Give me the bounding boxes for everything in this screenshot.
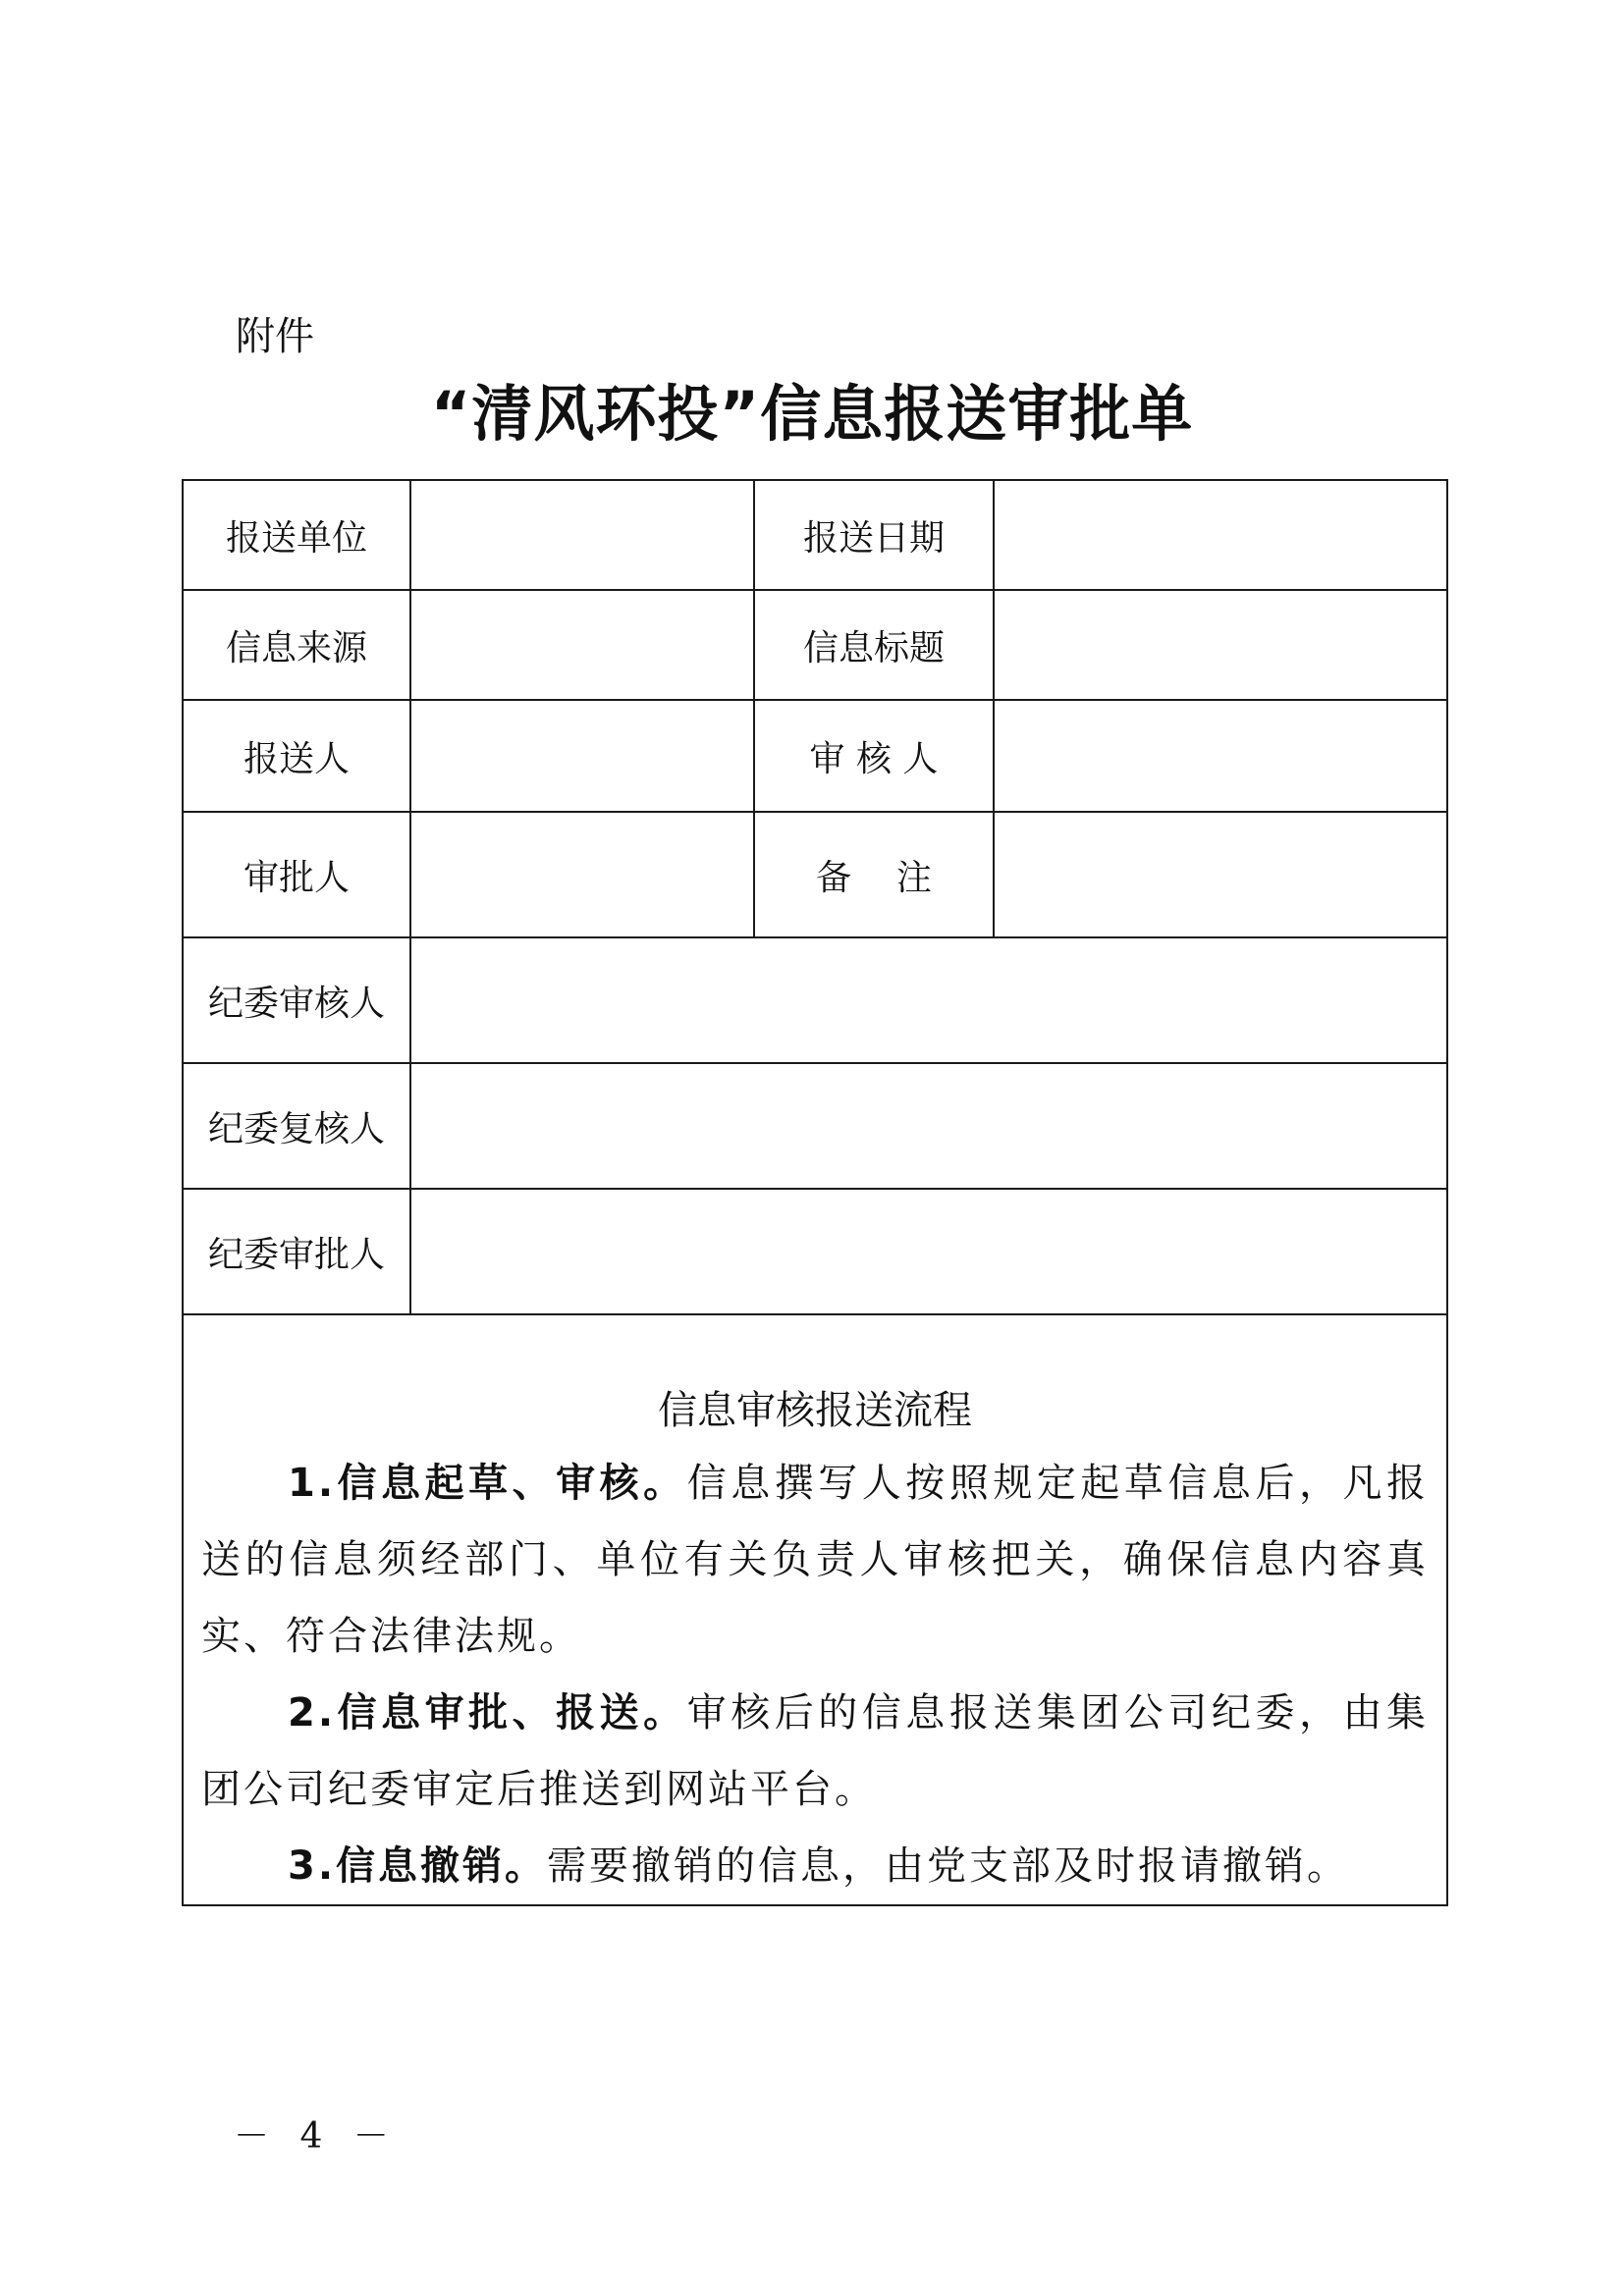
table-row — [183, 480, 1447, 590]
process-row — [183, 1314, 1447, 1905]
step-body: 审核后的信息报送集团公司纪委，由集团公司纪委审定后推送到网站平台。 — [201, 1690, 1430, 1812]
page-number: － 4 － — [234, 2116, 399, 2157]
remarks-field[interactable] — [994, 812, 1447, 937]
table-row — [183, 700, 1447, 812]
reporting-unit-field[interactable] — [410, 480, 754, 590]
reporter-field[interactable] — [410, 700, 754, 812]
info-source-field[interactable] — [410, 590, 754, 700]
table-row — [183, 1189, 1447, 1314]
process-title: 信息审核报送流程 — [658, 1388, 972, 1433]
process-cell — [183, 1314, 1447, 1905]
field-label-reporting-unit: 报送单位 — [183, 480, 410, 590]
process-step — [201, 1675, 1429, 1828]
reporting-date-field[interactable] — [994, 480, 1447, 590]
discipline-rechecker-field[interactable] — [410, 1063, 1447, 1189]
table-row — [183, 1063, 1447, 1189]
step-heading: 3.信息撤销。 — [288, 1843, 548, 1889]
field-label-remarks: 备 注 — [754, 812, 994, 937]
field-label-info-title: 信息标题 — [754, 590, 994, 700]
page-title: “清风环投”信息报送审批单 — [430, 378, 1194, 450]
table-row — [183, 937, 1447, 1063]
process-step — [201, 1445, 1429, 1675]
step-body: 需要撤销的信息，由党支部及时报请撤销。 — [547, 1843, 1350, 1889]
field-label-reporter: 报送人 — [183, 700, 410, 812]
field-label-reviewer: 审 核 人 — [754, 700, 994, 812]
field-label-reporting-date: 报送日期 — [754, 480, 994, 590]
discipline-reviewer-field[interactable] — [410, 937, 1447, 1063]
reviewer-field[interactable] — [994, 700, 1447, 812]
step-body: 信息撰写人按照规定起草信息后，凡报送的信息须经部门、单位有关负责人审核把关，确保信息内容真实、符合法律法规。 — [201, 1461, 1430, 1659]
field-label-discipline-reviewer: 纪委审核人 — [183, 937, 410, 1063]
field-label-discipline-approver: 纪委审批人 — [183, 1189, 410, 1314]
attachment-label: 附件 — [236, 314, 314, 359]
approval-form-table — [182, 479, 1448, 1906]
table-row — [183, 590, 1447, 700]
step-heading: 1.信息起草、审核。 — [288, 1461, 687, 1506]
field-label-approver: 审批人 — [183, 812, 410, 937]
table-row — [183, 812, 1447, 937]
info-title-field[interactable] — [994, 590, 1447, 700]
discipline-approver-field[interactable] — [410, 1189, 1447, 1314]
field-label-info-source: 信息来源 — [183, 590, 410, 700]
step-heading: 2.信息审批、报送。 — [288, 1690, 687, 1735]
process-step — [201, 1828, 1429, 1904]
approver-field[interactable] — [410, 812, 754, 937]
field-label-discipline-rechecker: 纪委复核人 — [183, 1063, 410, 1189]
